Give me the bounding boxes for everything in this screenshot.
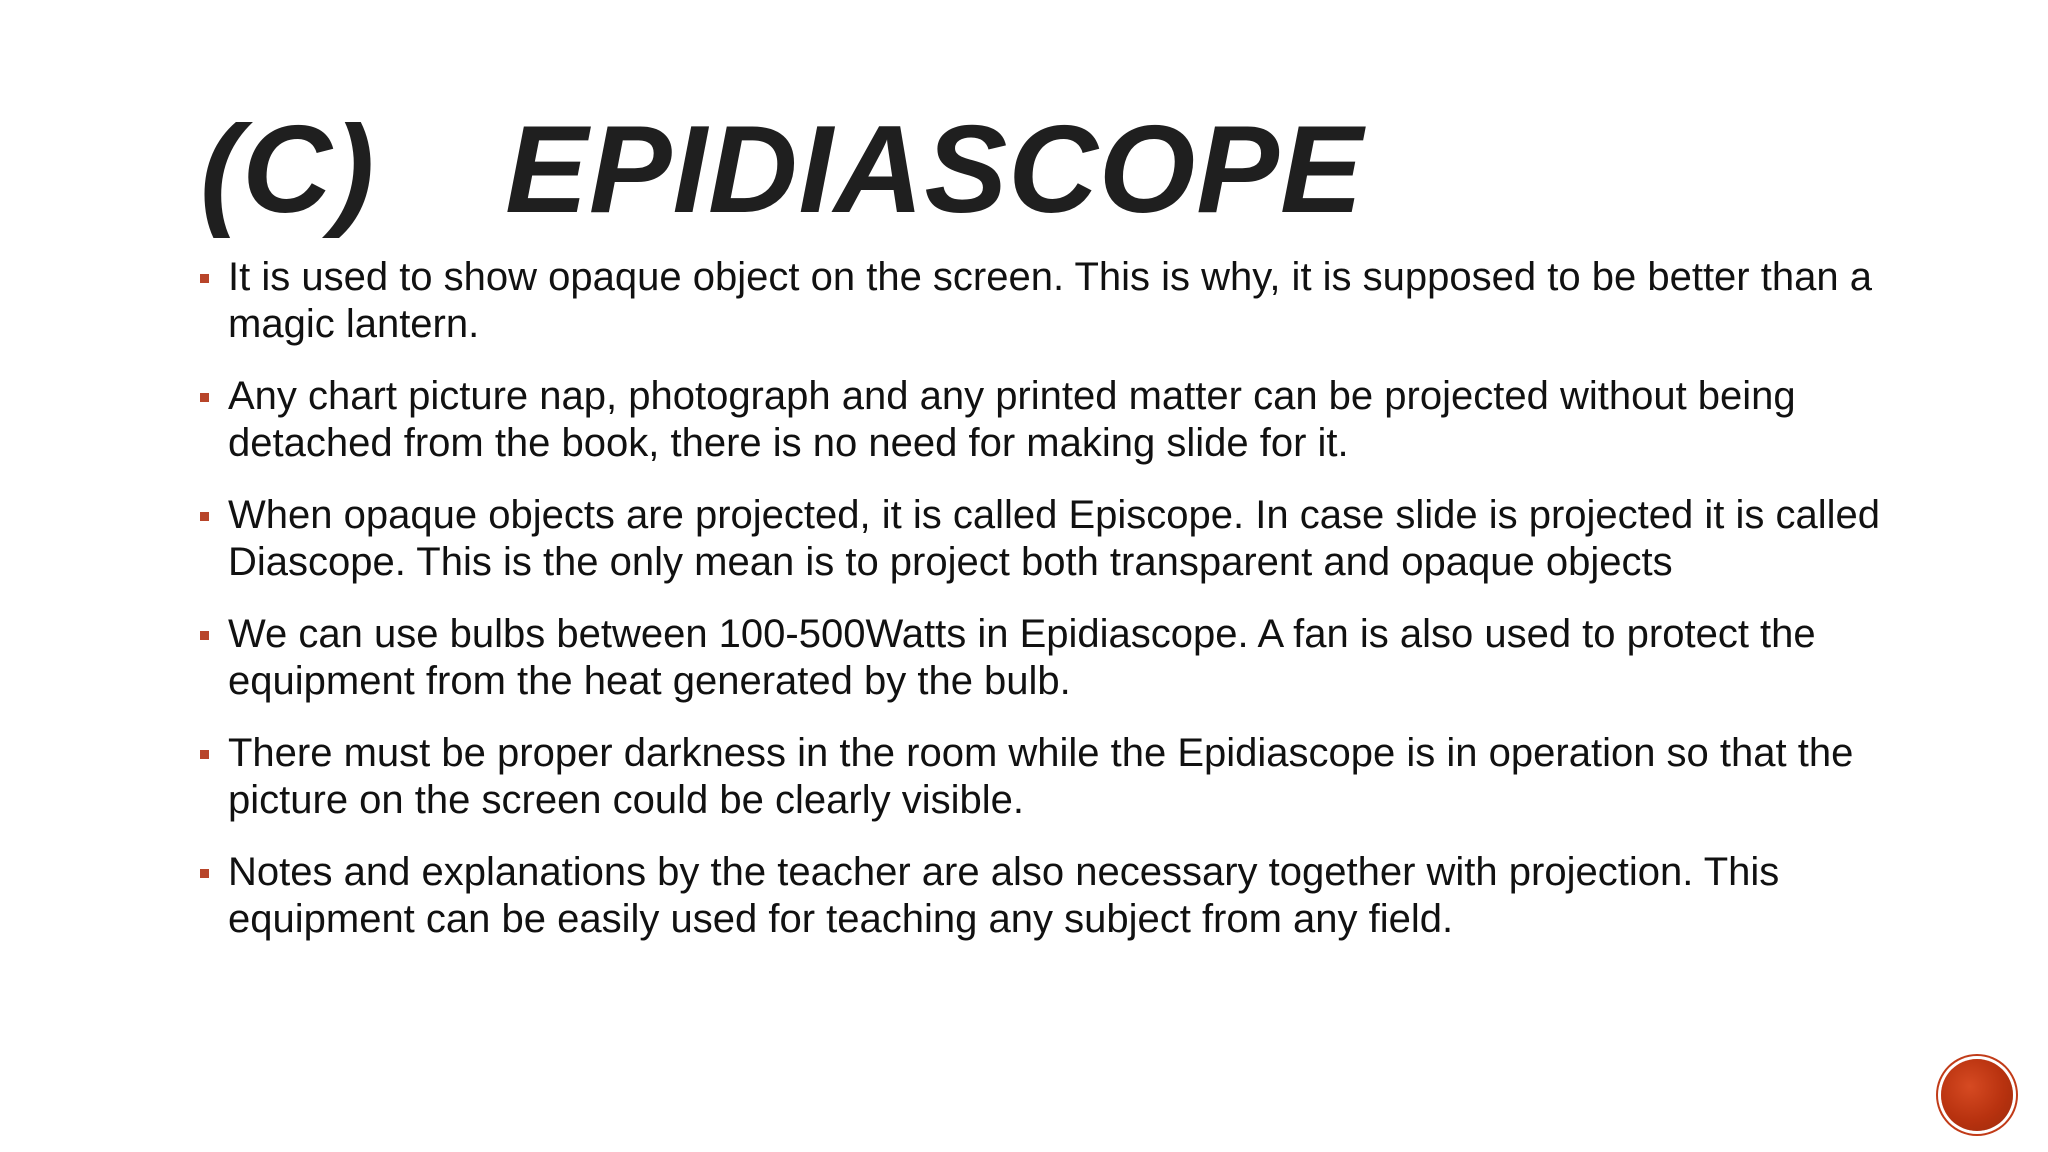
square-bullet-icon	[200, 750, 209, 759]
bullet-item	[198, 492, 1888, 586]
square-bullet-icon	[200, 274, 209, 283]
bullet-text: We can use bulbs between 100-500Watts in Epidiascope. A fan is also used to protect the equipment from the heat generated by the bulb.	[228, 612, 1816, 703]
slide-title	[200, 101, 1364, 239]
bullet-item	[198, 730, 1888, 824]
bullet-item	[198, 254, 1888, 348]
square-bullet-icon	[200, 869, 209, 878]
bullet-list	[198, 254, 1888, 968]
square-bullet-icon	[200, 393, 209, 402]
bullet-text: Any chart picture nap, photograph and any printed matter can be projected without being detached from the book, there is no need for making slide for it.	[228, 374, 1796, 465]
bullet-item	[198, 611, 1888, 705]
circle-nav-icon[interactable]	[1941, 1059, 2013, 1131]
bullet-text: There must be proper darkness in the room while the Epidiascope is in operation so that the picture on the screen could be clearly visible.	[228, 731, 1854, 822]
title-text: EPIDIASCOPE	[505, 101, 1364, 239]
bullet-item	[198, 849, 1888, 943]
square-bullet-icon	[200, 512, 209, 521]
bullet-text: When opaque objects are projected, it is called Episcope. In case slide is projected it is called Diascope. This is the only mean is to project both transparent and opaque objects	[228, 493, 1881, 584]
square-bullet-icon	[200, 631, 209, 640]
bullet-text: Notes and explanations by the teacher are also necessary together with projection. This equipment can be easily used for teaching any subject from any field.	[228, 850, 1780, 941]
bullet-item	[198, 373, 1888, 467]
title-label: (C)	[200, 101, 376, 239]
bullet-text: It is used to show opaque object on the screen. This is why, it is supposed to be better than a magic lantern.	[228, 255, 1872, 346]
